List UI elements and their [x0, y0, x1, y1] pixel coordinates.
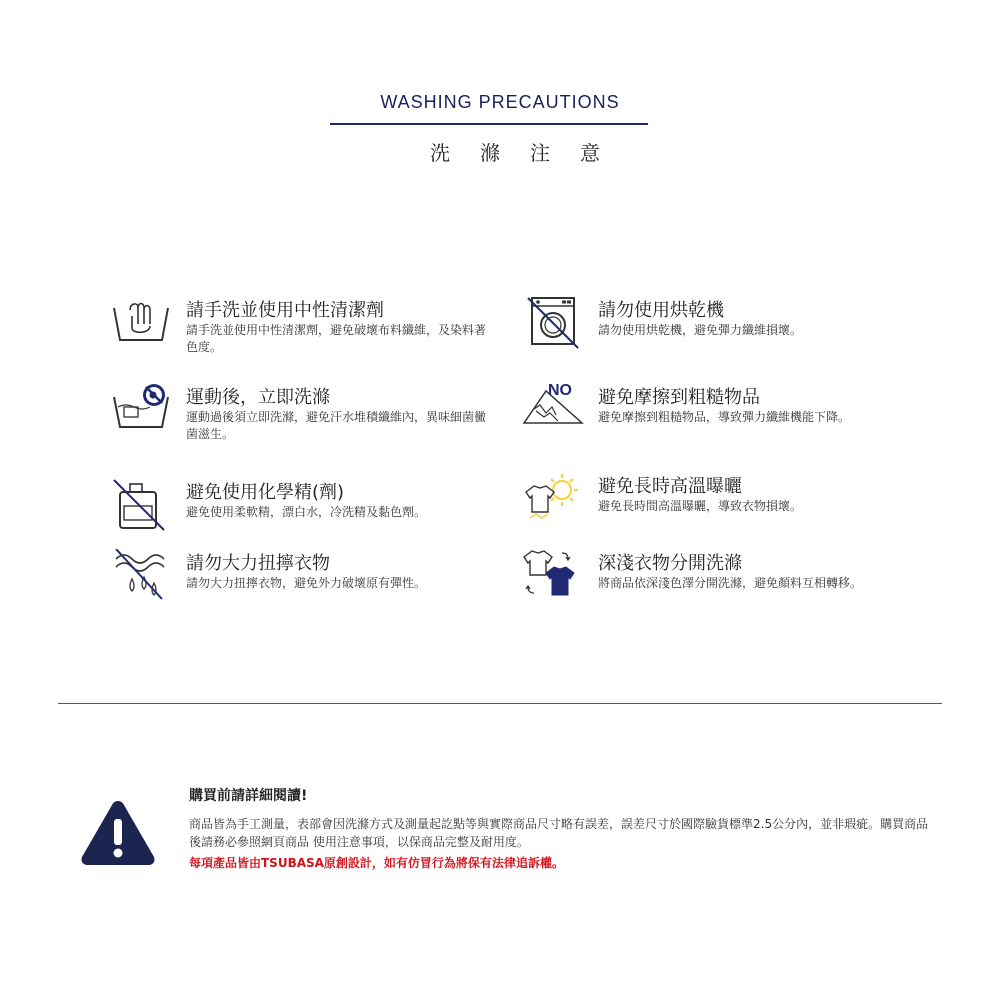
no-chemical-icon: [110, 478, 174, 534]
item-title: 運動後，立即洗滌: [186, 387, 330, 408]
item-title: 請手洗並使用中性清潔劑: [186, 300, 384, 321]
item-title: 請勿大力扭擰衣物: [186, 553, 330, 574]
header-rule: [330, 123, 648, 125]
notice-warning: 每項產品皆由TSUBASA原創設計，如有仿冒行為將保有法律追訴權。: [189, 856, 564, 870]
section-divider: [58, 703, 942, 704]
item-title: 深淺衣物分開洗滌: [598, 553, 742, 574]
notice-title: 購買前請詳細閱讀!: [189, 788, 308, 804]
no-sun-exposure-icon: [522, 472, 586, 528]
header-title: WASHING PRECAUTIONS: [380, 92, 620, 112]
item-desc: 請手洗並使用中性清潔劑，避免破壞布料纖維，及染料著色度。: [186, 323, 487, 354]
warning-icon: [78, 797, 158, 869]
header-subtitle: 洗滌注意: [430, 141, 630, 165]
no-badge: NO: [548, 383, 572, 399]
no-abrasion-icon: [522, 383, 586, 439]
wash-after-exercise-icon: [110, 383, 174, 439]
item-title: 避免摩擦到粗糙物品: [598, 387, 760, 408]
item-desc: 將商品依深淺色澤分開洗滌，避免顏料互相轉移。: [598, 576, 863, 590]
item-title: 避免長時高溫曝曬: [598, 476, 742, 497]
no-dryer-icon: [522, 296, 586, 352]
item-desc: 避免使用柔軟精，漂白水，冷洗精及黏色劑。: [186, 505, 427, 519]
separate-colors-icon: [522, 549, 586, 605]
item-desc: 避免長時間高溫曝曬，導致衣物損壞。: [598, 499, 803, 513]
item-desc: 避免摩擦到粗糙物品，導致彈力纖維機能下降。: [598, 410, 851, 424]
hand-wash-icon: [110, 296, 174, 352]
item-desc: 請勿使用烘乾機，避免彈力纖維損壞。: [598, 323, 803, 337]
item-desc: 運動過後須立即洗滌，避免汗水堆積纖維內，異味細菌黴菌滋生。: [186, 410, 487, 441]
no-wring-icon: [110, 549, 174, 605]
item-title: 避免使用化學精(劑): [186, 482, 345, 503]
item-desc: 請勿大力扭擰衣物，避免外力破壞原有彈性。: [186, 576, 427, 590]
item-title: 請勿使用烘乾機: [598, 300, 724, 321]
notice-body: 商品皆為手工測量，表部會因洗滌方式及測量起訖點等與實際商品尺寸略有誤差，誤差尺寸於國際驗貨標準2.5公分內，並非瑕疵。購買商品後請務必參照網頁商品 使用注意事項，以保商品完整及耐用度。: [189, 817, 929, 849]
